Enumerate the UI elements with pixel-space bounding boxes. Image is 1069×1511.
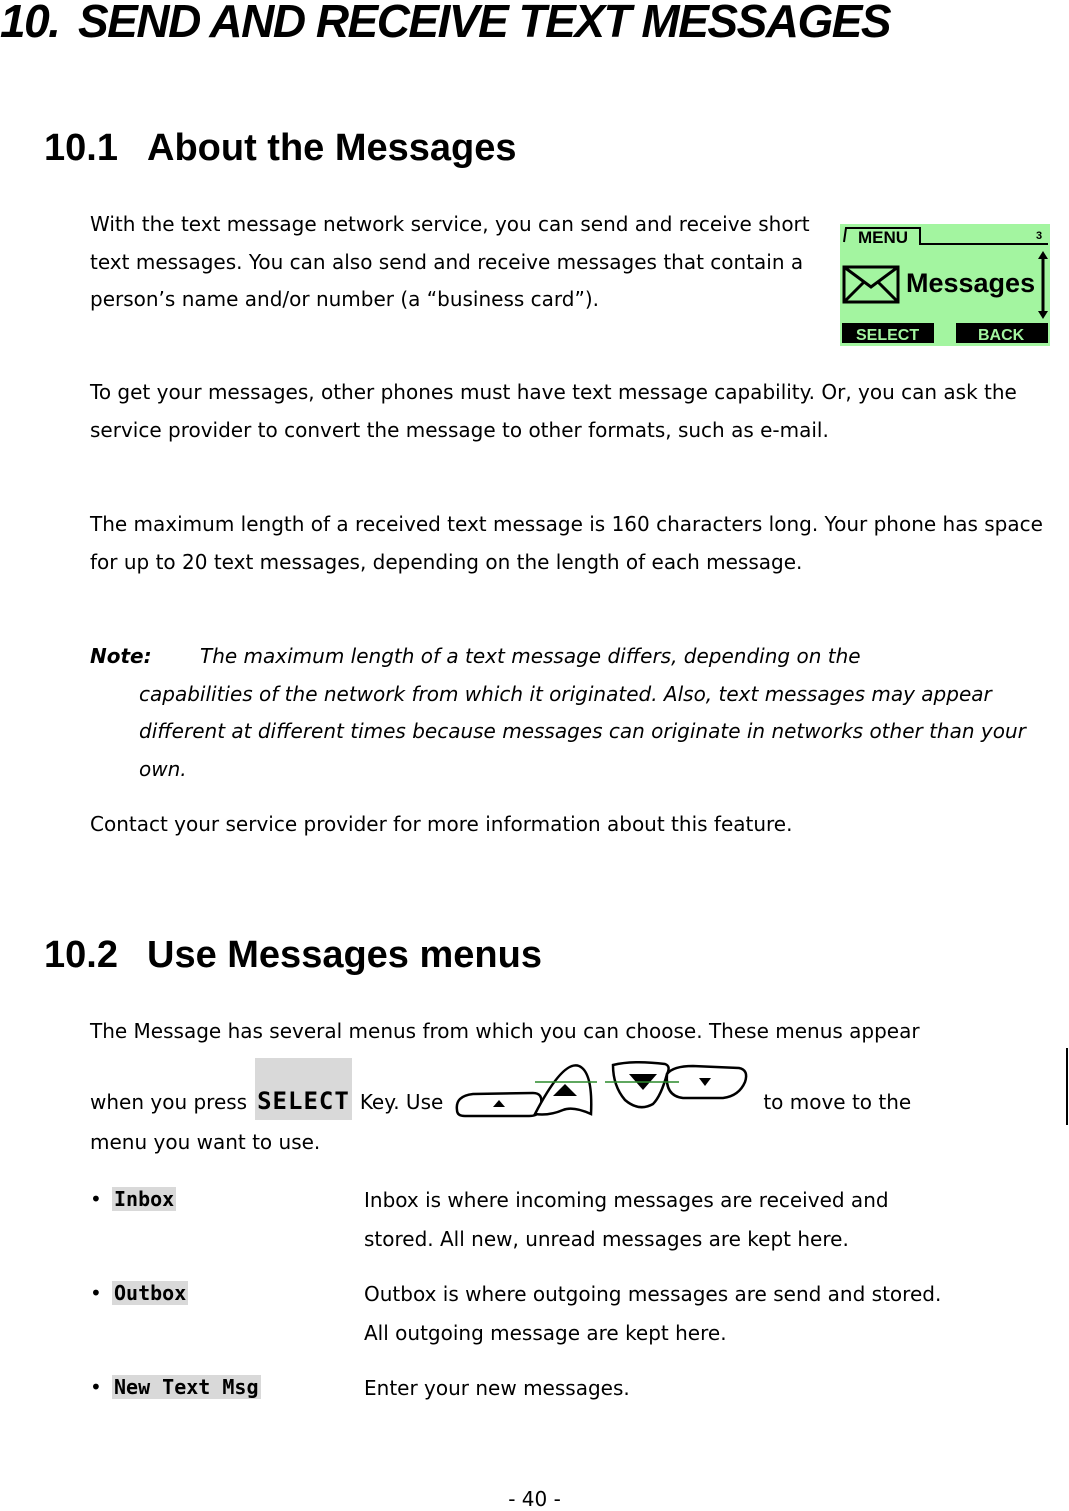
key-usage-end: to move to the — [763, 1090, 912, 1114]
paragraph-contact: Contact your service provider for more information about this feature. — [90, 812, 793, 836]
section-heading-10-1 — [44, 127, 517, 170]
change-bar — [1066, 1048, 1068, 1125]
screen-select-softkey: SELECT — [856, 327, 920, 344]
paragraph-about-service: With the text message network service, you can send and receive short text messages. You can also send and receive messages that contain a person’s name and/or number (a “business card”). — [90, 212, 810, 311]
menu-key-inbox: Inbox — [114, 1187, 175, 1211]
list-item-outbox — [90, 1275, 188, 1313]
list-item-new-text-msg — [90, 1369, 261, 1407]
paragraph-key-usage — [90, 1058, 911, 1120]
desc-outbox-line-1: Outbox is where outgoing messages are send and stored. — [364, 1282, 942, 1306]
desc-inbox-line-1: Inbox is where incoming messages are received and — [364, 1188, 889, 1212]
desc-new-text-msg-line-1: Enter your new messages. — [364, 1376, 630, 1400]
chapter-title-text: SEND AND RECEIVE TEXT MESSAGES — [78, 0, 891, 47]
key-usage-start: when you press — [90, 1090, 248, 1114]
screen-back-softkey: BACK — [978, 327, 1025, 344]
bullet-dot: • — [90, 1375, 102, 1399]
paragraph-choose-menu: menu you want to use. — [90, 1130, 321, 1154]
down-key-icon — [605, 1062, 746, 1107]
note-text-rest: capabilities of the network from which it originated. Also, text messages may appear different at different times because messages can originate in networks other than your own. — [139, 681, 1026, 781]
key-usage-mid: Key. Use — [359, 1090, 444, 1114]
section-heading-10-2 — [44, 934, 542, 977]
paragraph-capability: To get your messages, other phones must have text message capability. Or, you can ask the service provider to convert the message to other formats, such as e-mail. — [90, 380, 1017, 442]
up-key-icon — [457, 1065, 597, 1116]
menu-key-new-text-msg: New Text Msg — [114, 1375, 259, 1399]
section-number: 10.1 — [44, 127, 118, 169]
paragraph-menus-intro: The Message has several menus from which you can choose. These menus appear — [90, 1019, 920, 1043]
chapter-number: 10. — [0, 0, 60, 47]
screen-menu-label: MENU — [858, 228, 909, 247]
desc-new-text-msg — [364, 1369, 1044, 1408]
note-block — [90, 638, 1045, 788]
desc-inbox-line-2: stored. All new, unread messages are kept here. — [364, 1226, 849, 1251]
screen-indicator: 3 — [1036, 230, 1043, 242]
paragraph-max-length: The maximum length of a received text message is 160 characters long. Your phone has space for up to 20 text messages, depending on the length of each message. — [90, 512, 1043, 574]
chapter-title — [0, 0, 890, 48]
phone-screen-illustration — [840, 224, 1050, 346]
page-number: - 40 - — [508, 1487, 561, 1511]
desc-outbox — [364, 1275, 1044, 1352]
navigation-keys-icon — [453, 1060, 753, 1120]
section-heading-text: About the Messages — [147, 127, 517, 169]
menu-key-outbox: Outbox — [114, 1281, 187, 1305]
note-label: Note: — [90, 644, 152, 668]
section-heading-text: Use Messages menus — [147, 934, 542, 976]
desc-inbox — [364, 1181, 1044, 1258]
section-number: 10.2 — [44, 934, 118, 976]
bullet-dot: • — [90, 1187, 102, 1211]
screen-item-label: Messages — [906, 268, 1036, 298]
note-line-1: The maximum length of a text message differs, depending on the — [200, 644, 861, 668]
select-key: SELECT — [255, 1058, 352, 1120]
list-item-inbox — [90, 1181, 176, 1219]
desc-outbox-line-2: All outgoing message are kept here. — [364, 1320, 727, 1345]
bullet-dot: • — [90, 1281, 102, 1305]
